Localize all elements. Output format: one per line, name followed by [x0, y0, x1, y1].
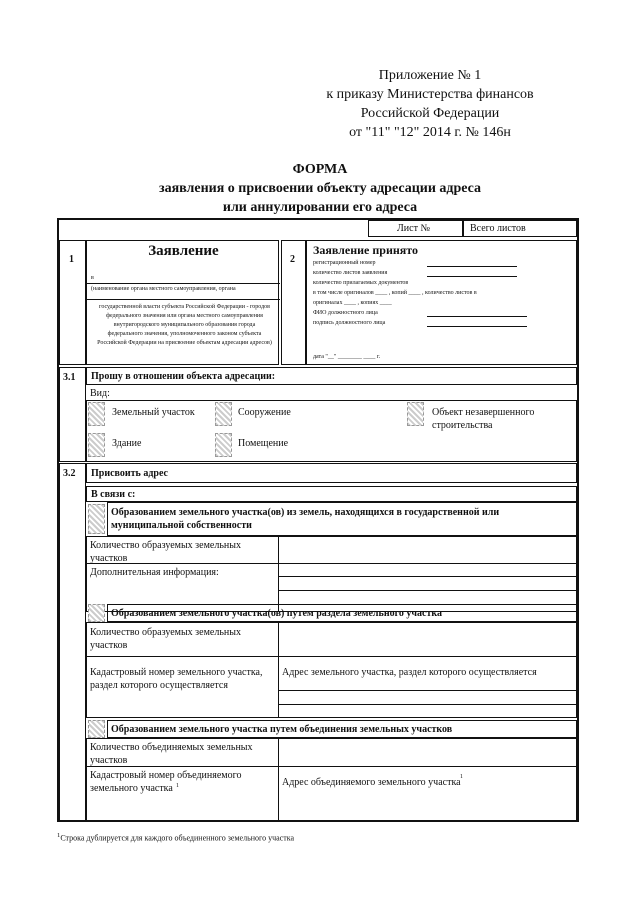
checkbox-land[interactable]: [88, 402, 105, 426]
sec2-heading: Заявление принято: [313, 243, 419, 257]
sec1-heading: Заявление: [148, 243, 219, 259]
appendix-line: Приложение № 1: [378, 68, 482, 83]
reg-number-label: регистрационный номер: [313, 260, 376, 266]
date-label: дата "__" ________ ____ г.: [313, 354, 381, 360]
sec1-hint: государственной власти субъекта Российской Федерации - городов федерального значения или органа местного самоуправления внутригородского муниципального образования города федерального значения, уполномоченного законом субъекта Российской Федерации на присвоение объектам адресации адресов): [97, 304, 272, 346]
checkbox-opt2[interactable]: [88, 604, 105, 622]
s32-num-cell: [59, 463, 86, 822]
opt2-row: [107, 604, 577, 622]
title-line: ФОРМА: [292, 162, 348, 177]
sheet-no-label: Лист №: [397, 223, 430, 234]
s31-num-cell: [59, 367, 86, 462]
option-structure: Сооружение: [238, 407, 291, 418]
sec1-to: в: [91, 275, 94, 281]
option-land: Земельный участок: [112, 407, 195, 418]
vid-label: Вид:: [90, 388, 110, 399]
originals-label: оригиналах ____ , копиях ____: [313, 300, 392, 306]
title-line: заявления о присвоении объекту адресации адреса: [158, 181, 482, 196]
checkbox-premises[interactable]: [215, 433, 232, 457]
sec2-num-cell: [281, 240, 306, 365]
s31-num: 3.1: [63, 372, 76, 383]
reason-row: [86, 486, 577, 502]
footnote: [57, 832, 294, 843]
form-title: [0, 160, 640, 217]
opt2-address-label: Адрес земельного участка, раздел которого осуществляется: [282, 667, 537, 678]
opt2-label: Образованием земельного участка(ов) путем раздела земельного участка: [111, 608, 442, 619]
order-line: к приказу Министерства финансов: [326, 87, 534, 102]
opt1-row: [107, 502, 577, 536]
sec2-cell: [306, 240, 577, 365]
sheet-no-field[interactable]: [368, 220, 463, 237]
sec1-hint: (наименование органа местного самоуправления, органа: [91, 286, 236, 292]
sign-label: подпись должностного лица: [313, 320, 386, 326]
title-line: или аннулировании его адреса: [222, 200, 418, 215]
option-building: Здание: [112, 438, 142, 449]
docs-label: количество прилагаемых документов: [313, 280, 409, 286]
appendix-header: [300, 66, 560, 142]
sec1-cell: [86, 240, 279, 365]
opt3-row: [107, 720, 577, 738]
order-date-line: от "11" "12" 2014 г. № 146н: [349, 125, 511, 140]
sheets-label: количество листов заявления: [313, 270, 388, 276]
checkbox-structure[interactable]: [215, 402, 232, 426]
originals-label: в том числе оригиналов ____ , копий ____ , количество листов в: [313, 290, 477, 296]
opt1-label: Образованием земельного участка(ов) из земель, находящихся в государственной или муниципальной собственности: [111, 507, 500, 531]
opt1-count-label: Количество образуемых земельных участков: [90, 540, 241, 564]
opt3-count-label: Количество объединяемых земельных участков: [90, 742, 253, 766]
reason-label: В связи с:: [91, 489, 136, 500]
opt3-label: Образованием земельного участка путем объединения земельных участков: [111, 724, 453, 735]
total-sheets-label: Всего листов: [470, 223, 526, 234]
sec1-num-cell: [59, 240, 86, 365]
option-premises: Помещение: [238, 438, 289, 449]
checkbox-building[interactable]: [88, 433, 105, 457]
s32-label: Присвоить адрес: [91, 468, 168, 479]
checkbox-opt1[interactable]: [88, 504, 105, 534]
option-unfinished: Объект незавершенного строительства: [432, 407, 535, 431]
footnote-ref: 1: [176, 783, 179, 789]
opt3-cadastral-label: Кадастровый номер объединяемого земельного участка: [90, 770, 242, 794]
fio-label: ФИО должностного лица: [313, 310, 378, 316]
opt3-address-label: Адрес объединяемого земельного участка: [282, 777, 461, 788]
sec1-num: 1: [69, 254, 74, 265]
footnote-mark: 1: [57, 832, 61, 839]
opt1-info-label: Дополнительная информация:: [90, 567, 219, 578]
s32-header: [86, 463, 577, 483]
total-sheets-field[interactable]: [463, 220, 577, 237]
opt2-cadastral-label: Кадастровый номер земельного участка, раздел которого осуществляется: [90, 667, 263, 691]
s31-label: Прошу в отношении объекта адресации:: [91, 371, 276, 382]
ministry-line: Российской Федерации: [360, 106, 500, 121]
footnote-ref: 1: [460, 774, 463, 780]
checkbox-opt3[interactable]: [88, 720, 105, 738]
checkbox-unfinished[interactable]: [407, 402, 424, 426]
s32-num: 3.2: [63, 468, 76, 479]
sec2-num: 2: [290, 254, 295, 265]
footnote-text: Строка дублируется для каждого объединенного земельного участка: [60, 833, 295, 843]
s31-header: [86, 367, 577, 385]
opt2-count-label: Количество образуемых земельных участков: [90, 627, 241, 651]
